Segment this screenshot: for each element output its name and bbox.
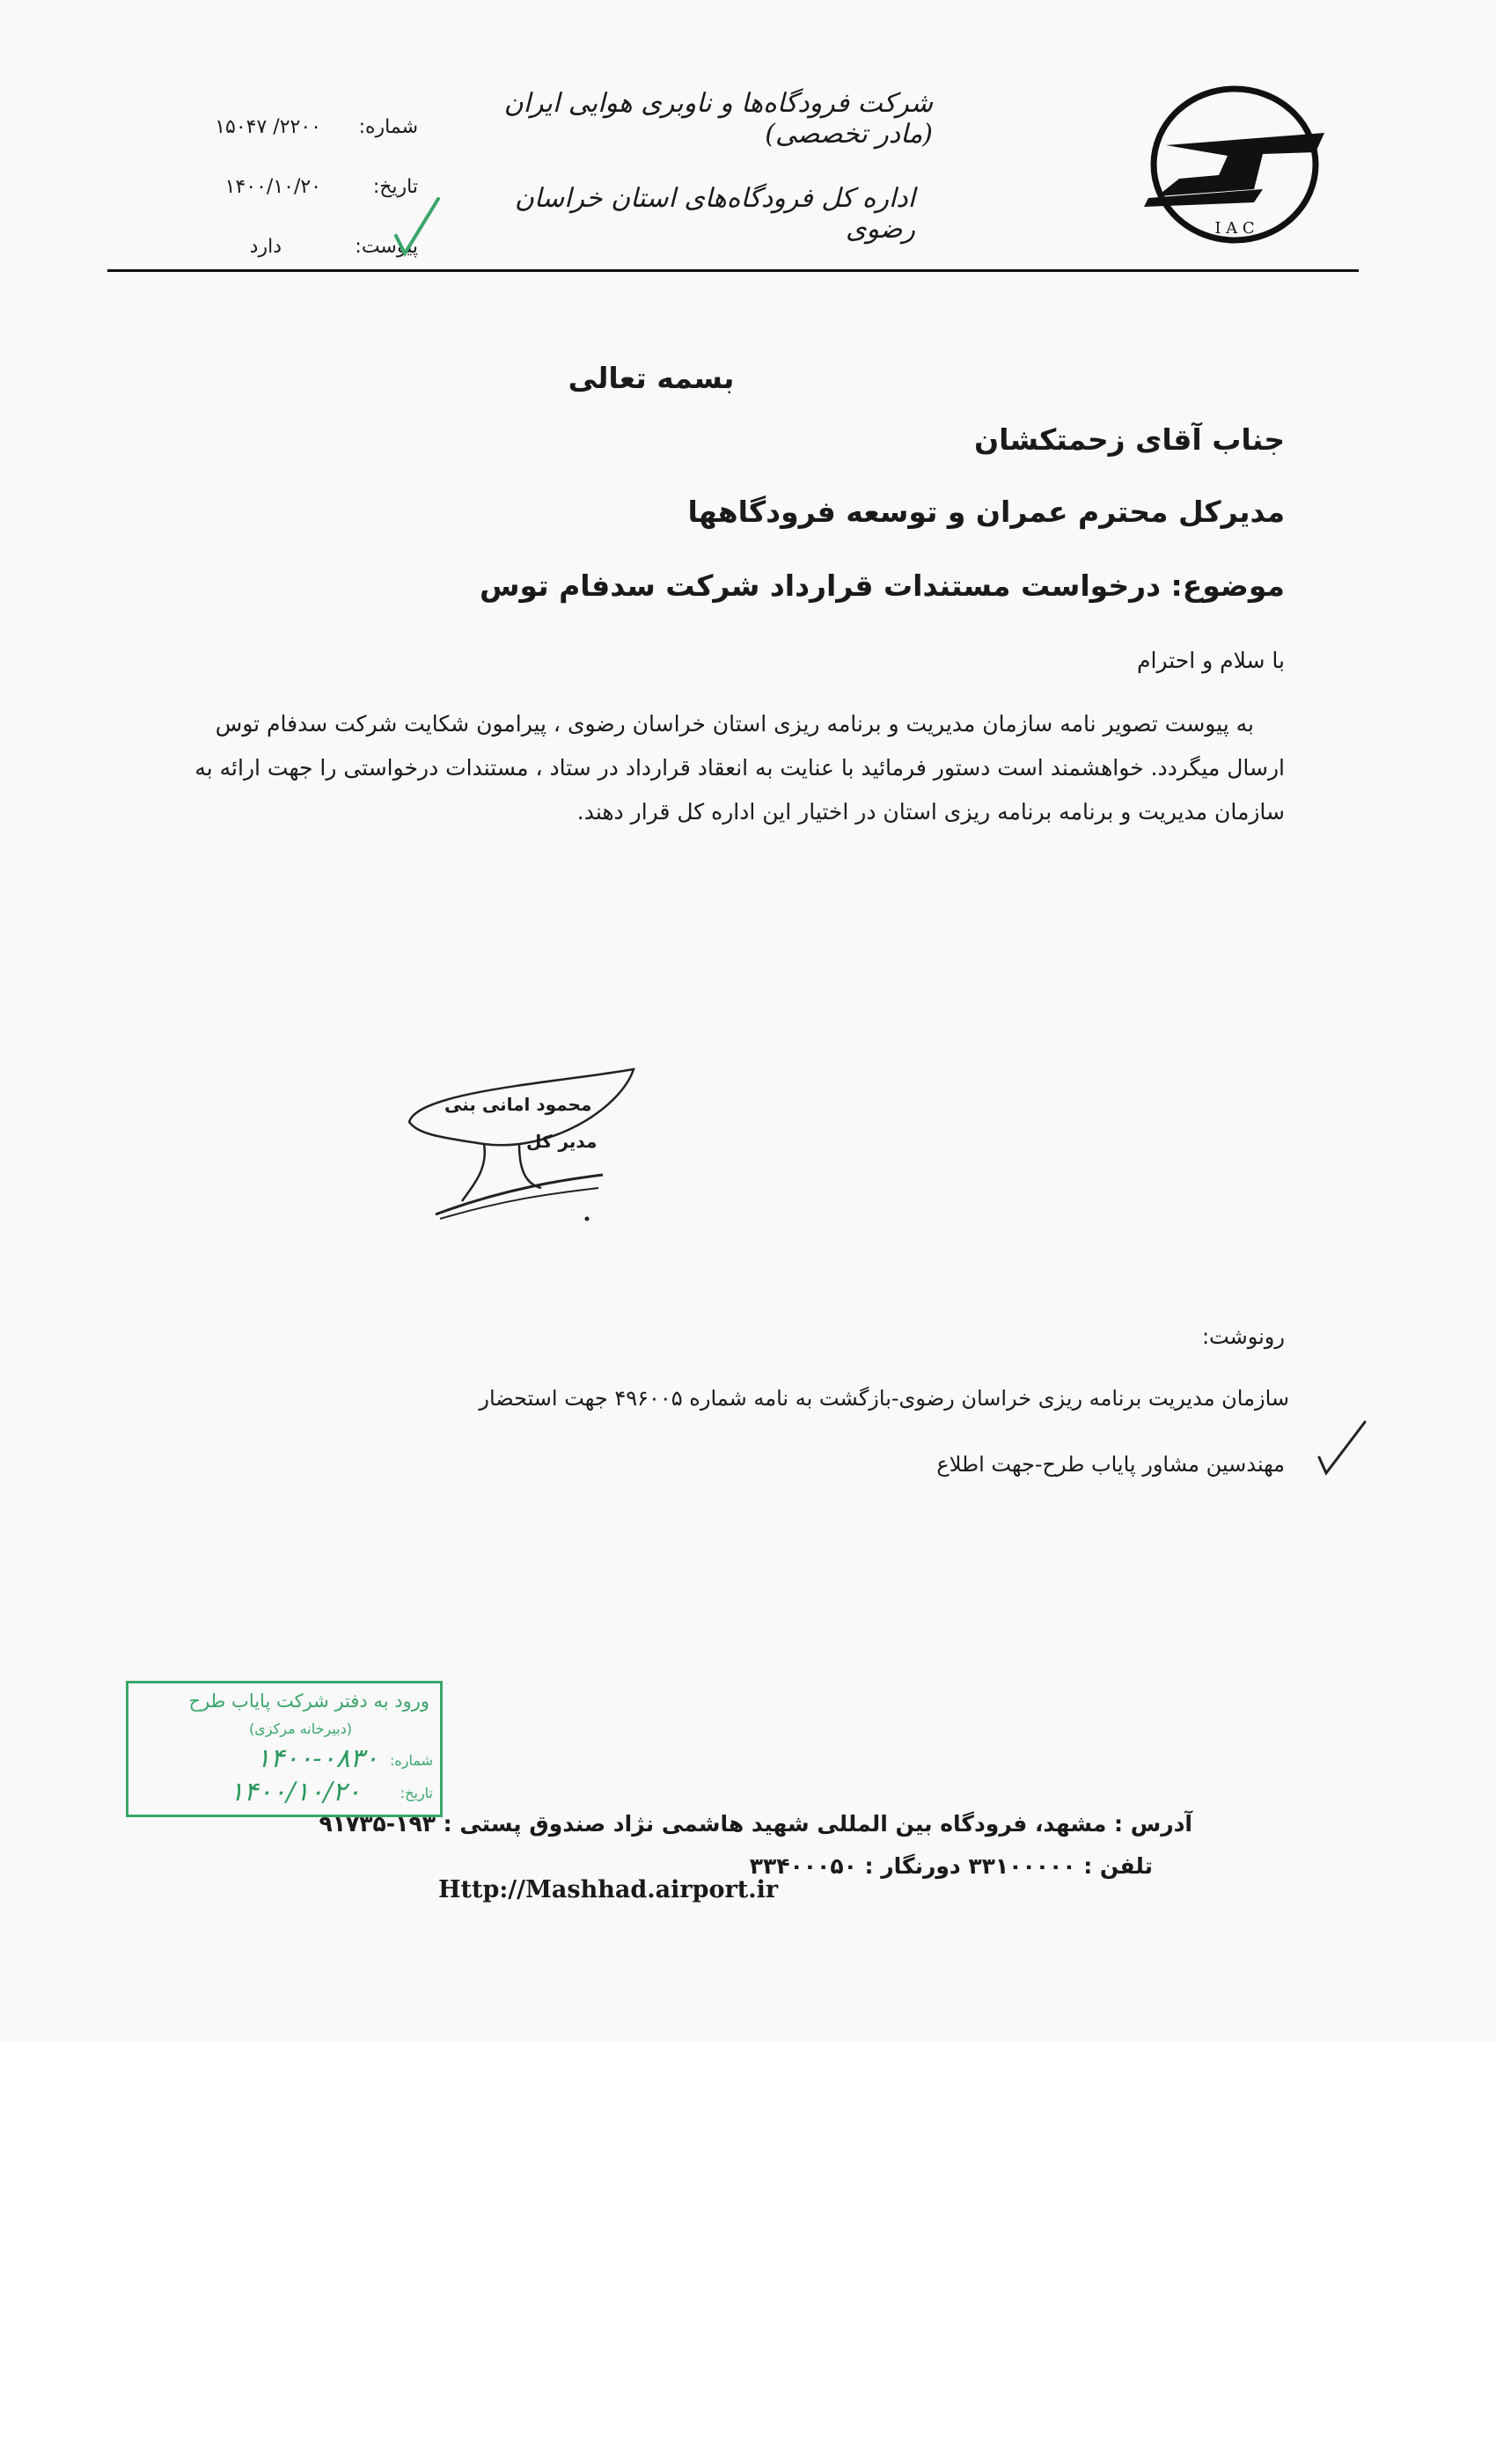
copy-recipient-1: سازمان مدیریت برنامه ریزی خراسان رضوی-بازگشت به نامه شماره ۴۹۶۰۰۵ جهت استحضار <box>479 1386 1289 1411</box>
recipient-title: مدیرکل محترم عمران و توسعه فرودگاهها <box>687 495 1285 529</box>
date-label: تاریخ: <box>372 176 418 198</box>
body-line-3: سازمان مدیریت و برنامه برنامه ریزی استان در اختیار این اداره کل قرار دهند. <box>576 799 1285 825</box>
copy-recipient-2: مهندسین مشاور پایاب طرح-جهت اطلاع <box>936 1452 1285 1477</box>
recipient-name: جناب آقای زحمتکشان <box>973 422 1285 457</box>
footer-website: Http://Mashhad.airport.ir <box>438 1876 779 1903</box>
attachment-label: پیوست: <box>355 236 418 258</box>
signature-icon <box>400 1056 647 1232</box>
signer-name: محمود امانی بنی <box>444 1094 592 1115</box>
stamp-number-value: ۱۴۰۰-۰۸۳۰ <box>255 1743 378 1774</box>
body-line-1: به پیوست تصویر نامه سازمان مدیریت و برنامه ریزی استان خراسان رضوی ، پیرامون شکایت شرکت سدفام توس <box>215 711 1254 737</box>
body-line-2: ارسال میگردد. خواهشمند است دستور فرمائید با عنایت به انعقاد قرارداد در ستاد ، مستندات درخواستی را جهت ارائه به <box>194 755 1285 781</box>
invocation: بسمه تعالی <box>568 361 735 395</box>
stamp-date-label: تاریخ: <box>400 1785 433 1801</box>
attachment-value: دارد <box>249 236 282 258</box>
letter-date: ۱۴۰۰/۱۰/۲۰ <box>224 176 321 198</box>
copy-check-mark-icon <box>1316 1417 1368 1478</box>
footer-phone: تلفن : ۳۳۱۰۰۰۰۰ دورنگار : ۳۳۴۰۰۰۵۰ <box>749 1853 1153 1879</box>
company-name: شرکت فرودگاه‌ها و ناوبری هوایی ایران (مادر تخصصی) <box>503 88 933 150</box>
stamp-title: ورود به دفتر شرکت پایاب طرح <box>188 1690 429 1712</box>
greeting: با سلام و احترام <box>1137 648 1285 673</box>
logo-text: I A C <box>1214 219 1255 238</box>
receipt-stamp <box>126 1681 443 1817</box>
signer-title: مدیر کل <box>526 1131 598 1152</box>
department-name: اداره کل فرودگاه‌های استان خراسان رضوی <box>514 183 915 245</box>
stamp-subtitle: (دبیرخانه مرکزی) <box>249 1720 352 1737</box>
stamp-number-label: شماره: <box>389 1752 433 1769</box>
iac-logo-icon <box>1131 84 1351 260</box>
header-divider <box>107 269 1359 272</box>
stamp-date-value: ۱۴۰۰/۱۰/۲۰ <box>229 1777 361 1808</box>
copies-label: رونوشت: <box>1201 1324 1285 1349</box>
subject-line: موضوع: درخواست مستندات قرارداد شرکت سدفام توس <box>479 568 1285 603</box>
check-mark-icon <box>392 195 442 259</box>
footer-address: آدرس : مشهد، فرودگاه بین المللی شهید هاشمی نژاد صندوق پستی : ۱۹۳-۹۱۷۳۵ <box>319 1811 1192 1837</box>
number-label: شماره: <box>358 116 418 138</box>
letter-number: ۱۵۰۴۷ /۲۲۰۰ <box>215 116 321 138</box>
